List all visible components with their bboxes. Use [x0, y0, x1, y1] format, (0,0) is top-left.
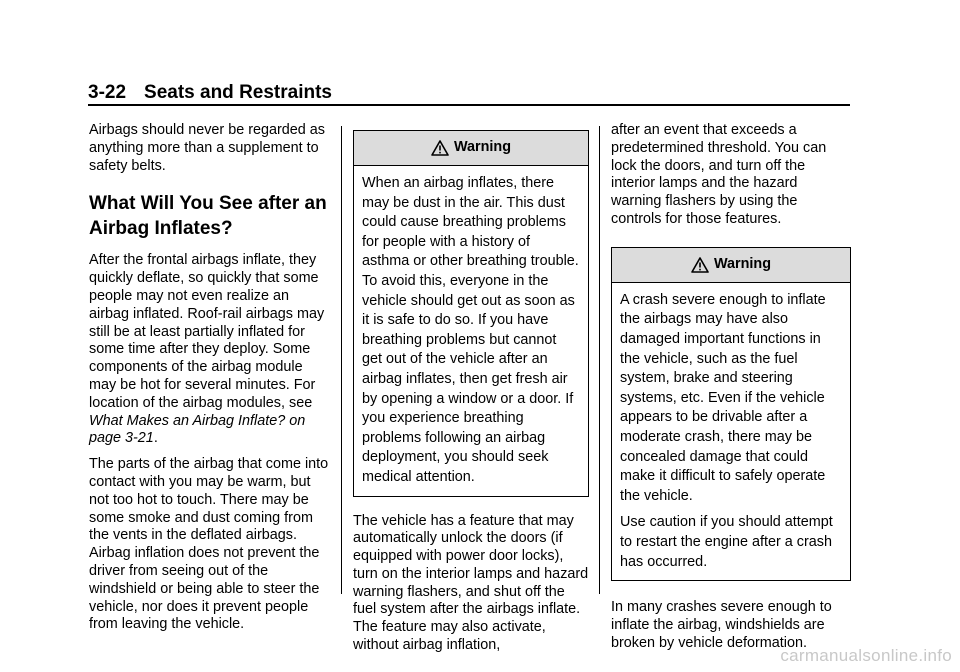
- page-header: [88, 82, 850, 104]
- warning-text-restart: Use caution if you should attempt to restart the engine after a crash has occurred.: [620, 514, 833, 570]
- warning-title: Warning: [713, 255, 772, 272]
- paragraph-after-inflation: [89, 252, 329, 448]
- paragraph-end: .: [153, 430, 158, 447]
- paragraph-auto-unlock: The vehicle has a feature that may automatically unlock the doors (if equipped with power door locks), turn on the interior lamps and hazard warning flashers, and shut off the fuel system after the airbags inflate. The feature may also activate, without airbag inflation,: [353, 512, 589, 654]
- paragraph-text: After the frontal airbags inflate, they quickly deflate, so quickly that some people may not even realize an airbag inflated. Roof-rail airbags may still be at least partially inflated for some time after they deploy. Some components of the airbag module may be hot for several minutes. For location of the airbag modules, see: [89, 252, 325, 411]
- watermark: carmanualsonline.info: [780, 646, 952, 665]
- warning-header: [354, 131, 588, 166]
- header-rule: [88, 104, 850, 106]
- warning-box-crash: [611, 247, 851, 581]
- warning-box-dust: [353, 130, 589, 497]
- warning-body: [612, 283, 850, 580]
- column-2: [353, 122, 589, 663]
- paragraph-continued: after an event that exceeds a predetermined threshold. You can lock the doors, and turn off the interior lamps and the hazard warning flashers by using the controls for those features.: [611, 122, 827, 227]
- cross-reference-link[interactable]: What Makes an Airbag Inflate? on page 3-21: [89, 412, 306, 447]
- paragraph-windshield: In many crashes severe enough to inflate the airbag, windshields are broken by vehicle deformation.: [611, 599, 832, 651]
- warning-text-damage: A crash severe enough to inflate the airbags may have also damaged important functions in the vehicle, such as the fuel system, brake and steering systems, etc. Even if the vehicle appears to be drivable after a moderate crash, there may be concealed damage that could make it difficult to safely operate the vehicle.: [620, 291, 826, 504]
- page-number: 3-22: [88, 82, 127, 103]
- warning-body: [354, 166, 588, 496]
- warning-title: Warning: [453, 139, 512, 156]
- column-3: [611, 122, 851, 660]
- warning-header: [612, 248, 850, 283]
- warning-triangle-icon: [691, 257, 709, 273]
- section-heading: What Will You See after an Airbag Inflates?: [89, 193, 327, 240]
- column-divider-2: [599, 126, 600, 594]
- column-1: [89, 122, 329, 642]
- section-title: Seats and Restraints: [144, 82, 332, 103]
- warning-triangle-icon: [431, 140, 449, 156]
- intro-paragraph: Airbags should never be regarded as anything more than a supplement to safety belts.: [89, 122, 325, 174]
- column-divider-1: [341, 126, 342, 594]
- warning-text: When an airbag inflates, there may be dust in the air. This dust could cause breathing problems for people with a history of asthma or other breathing trouble. To avoid this, everyone in the vehicle should get out as soon as it is safe to do so. If you have breathing problems but cannot get out of the vehicle after an airbag inflates, then get fresh air by opening a window or a door. If you experience breathing problems following an airbag deployment, you should seek medical attention.: [362, 175, 579, 485]
- paragraph-airbag-parts: The parts of the airbag that come into contact with you may be warm, but not too hot to touch. There may be some smoke and dust coming from the vents in the deflated airbags. Airbag inflation does not prevent the driver from seeing out of the windshield or being able to steer the vehicle, nor does it prevent people from leaving the vehicle.: [89, 456, 329, 633]
